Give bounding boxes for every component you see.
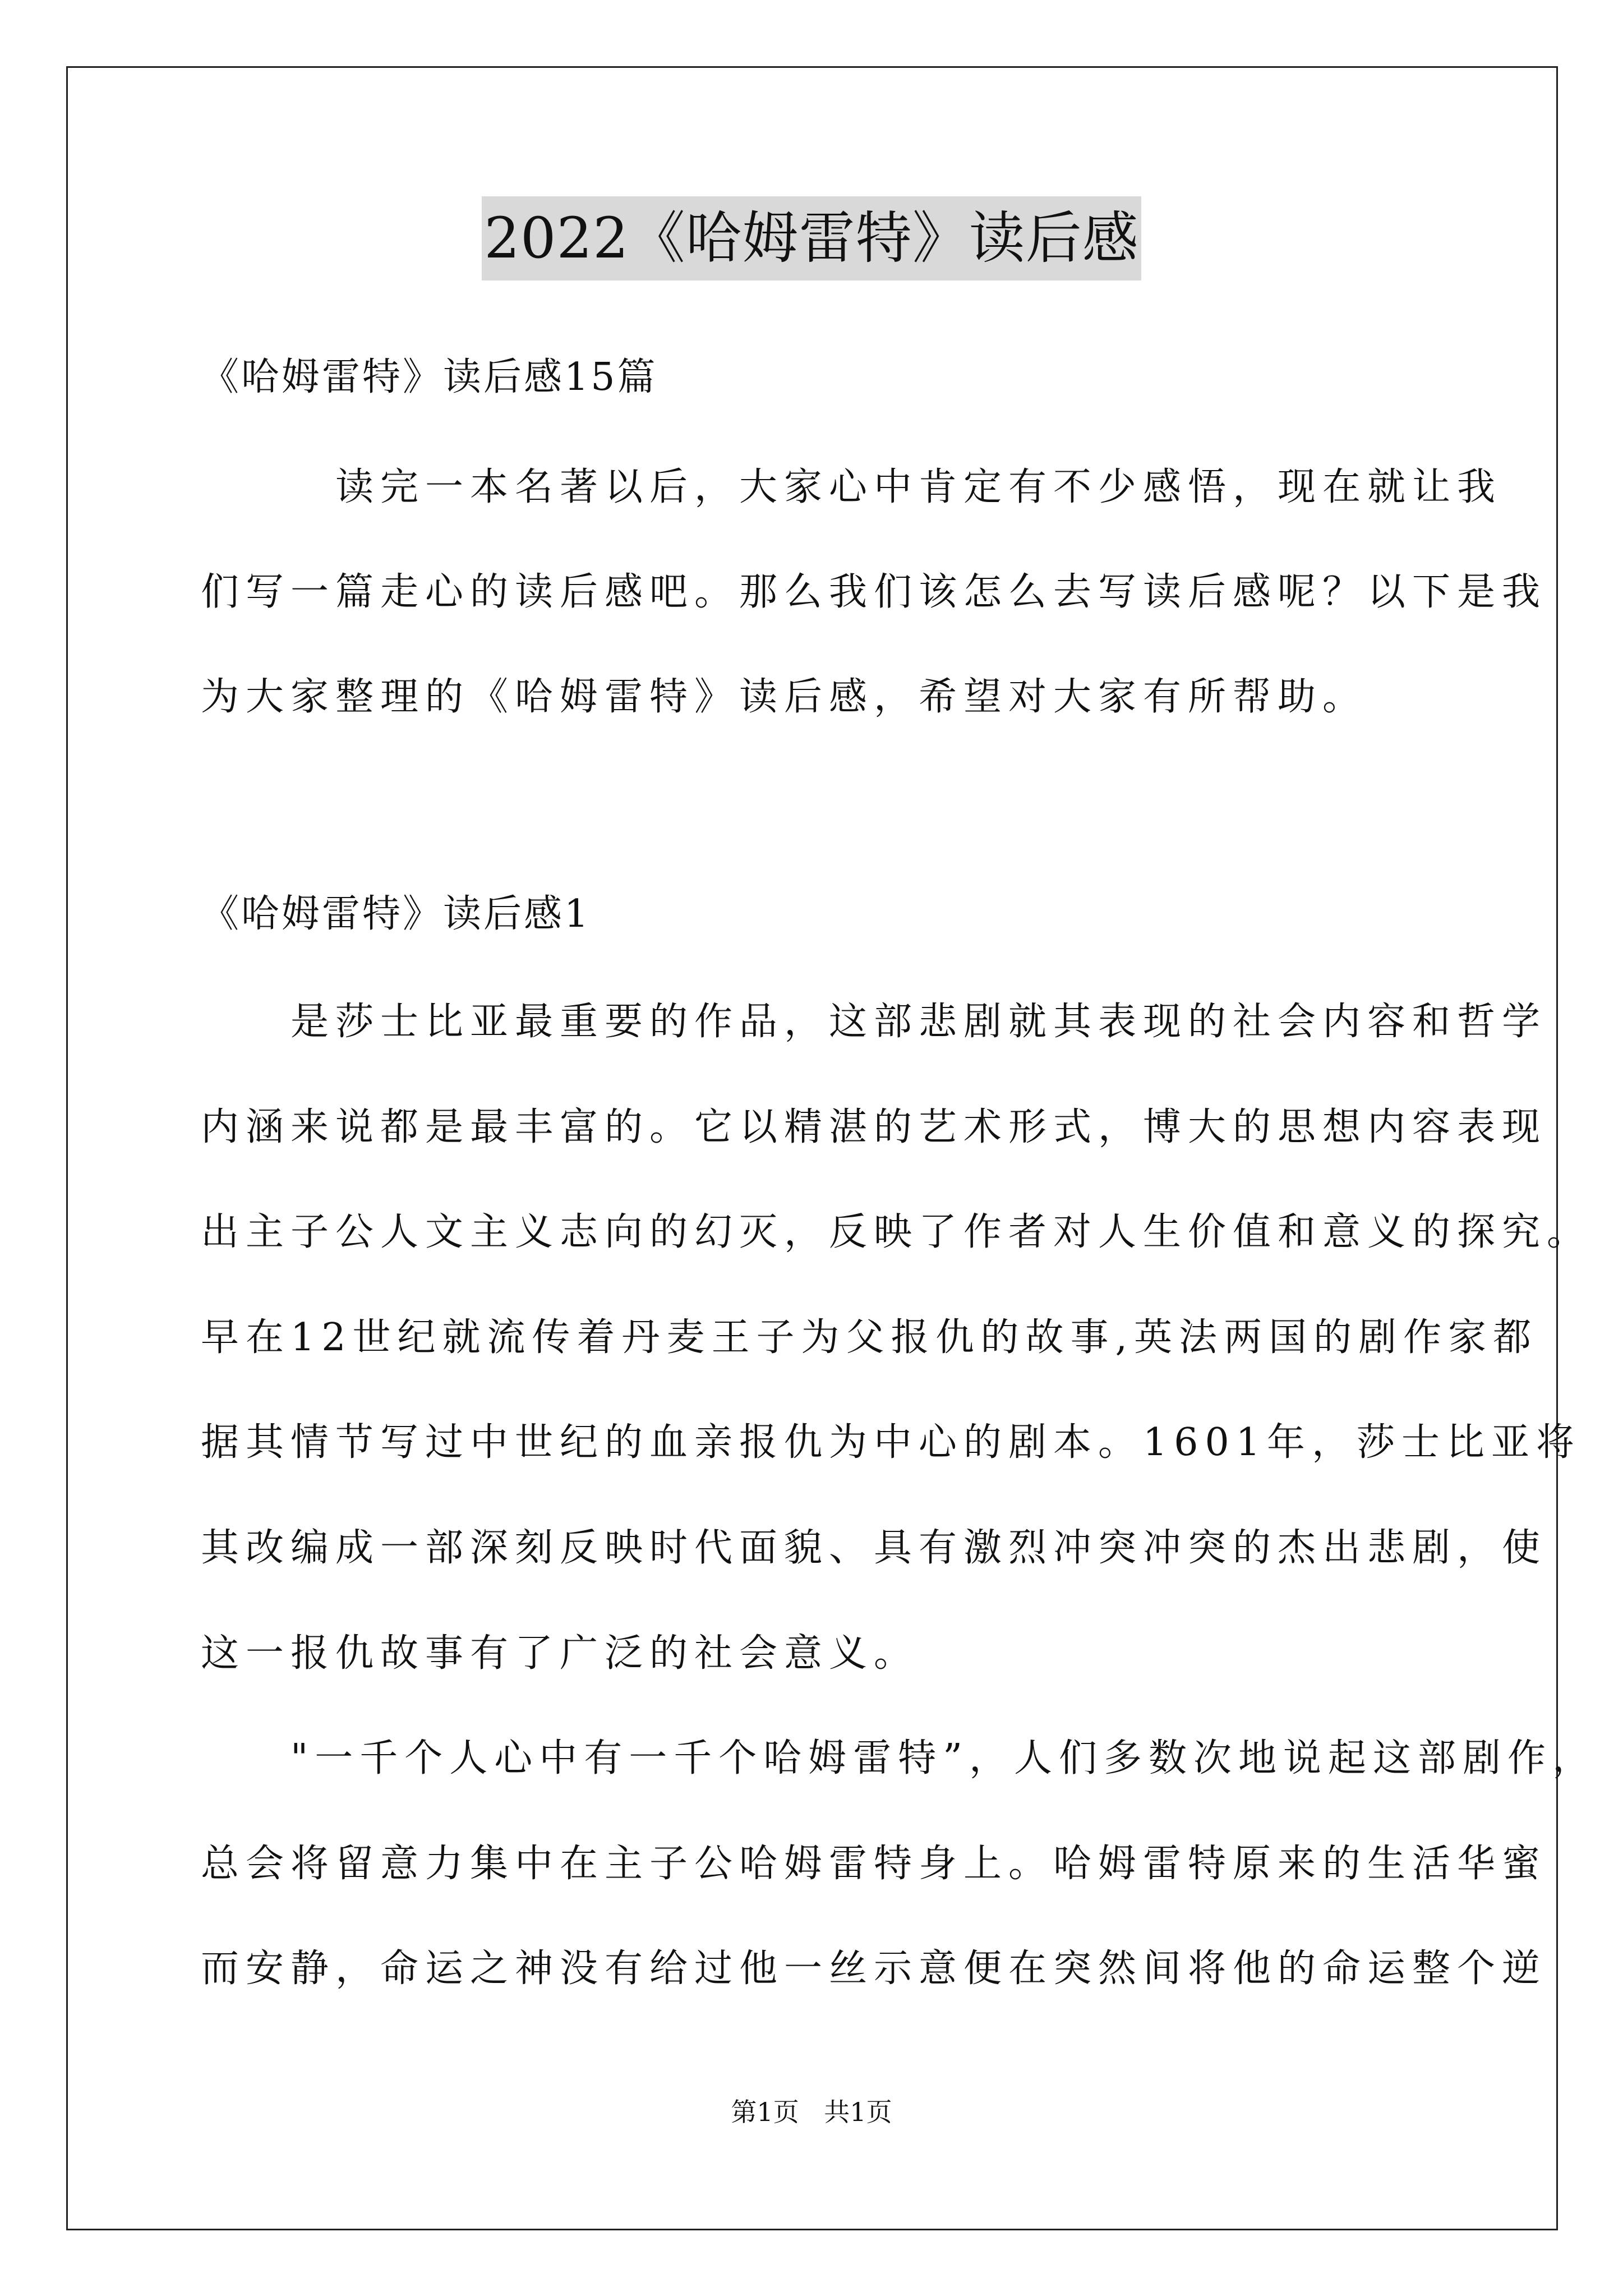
title-container xyxy=(0,196,1623,280)
intro-line-3: 为大家整理的《哈姆雷特》读后感，希望对大家有所帮助。 xyxy=(201,675,1368,719)
paragraph2-line-2: 总会将留意力集中在主子公哈姆雷特身上。哈姆雷特原来的生活华蜜 xyxy=(201,1842,1547,1886)
page-number: 第1页 共1页 xyxy=(731,2097,892,2127)
section-heading: 《哈姆雷特》读后感1 xyxy=(201,892,591,936)
paragraph1-line-2: 内涵来说都是最丰富的。它以精湛的艺术形式，博大的思想内容表现 xyxy=(201,1105,1547,1149)
document-subtitle: 《哈姆雷特》读后感15篇 xyxy=(201,355,658,399)
intro-line-1: 读完一本名著以后，大家心中肯定有不少感悟，现在就让我 xyxy=(201,465,1502,509)
intro-line-2: 们写一篇走心的读后感吧。那么我们该怎么去写读后感呢？以下是我 xyxy=(201,570,1547,614)
paragraph2-line-3: 而安静，命运之神没有给过他一丝示意便在突然间将他的命运整个逆 xyxy=(201,1947,1547,1991)
paragraph2-line-1: "一千个人心中有一千个哈姆雷特”，人们多数次地说起这部剧作， xyxy=(201,1736,1598,1780)
paragraph1-line-7: 这一报仇故事有了广泛的社会意义。 xyxy=(201,1631,919,1676)
paragraph1-line-4: 早在12世纪就流传着丹麦王子为父报仇的故事,英法两国的剧作家都 xyxy=(201,1315,1538,1360)
paragraph1-line-3: 出主子公人文主义志向的幻灭，反映了作者对人生价值和意义的探究。 xyxy=(201,1210,1592,1254)
paragraph1-line-6: 其改编成一部深刻反映时代面貌、具有激烈冲突冲突的杰出悲剧，使 xyxy=(201,1526,1547,1570)
paragraph1-line-5: 据其情节写过中世纪的血亲报仇为中心的剧本。1601年，莎士比亚将 xyxy=(201,1420,1581,1465)
document-title: 2022《哈姆雷特》读后感 xyxy=(482,196,1141,280)
paragraph1-line-1: 是莎士比亚最重要的作品，这部悲剧就其表现的社会内容和哲学 xyxy=(201,1000,1547,1044)
